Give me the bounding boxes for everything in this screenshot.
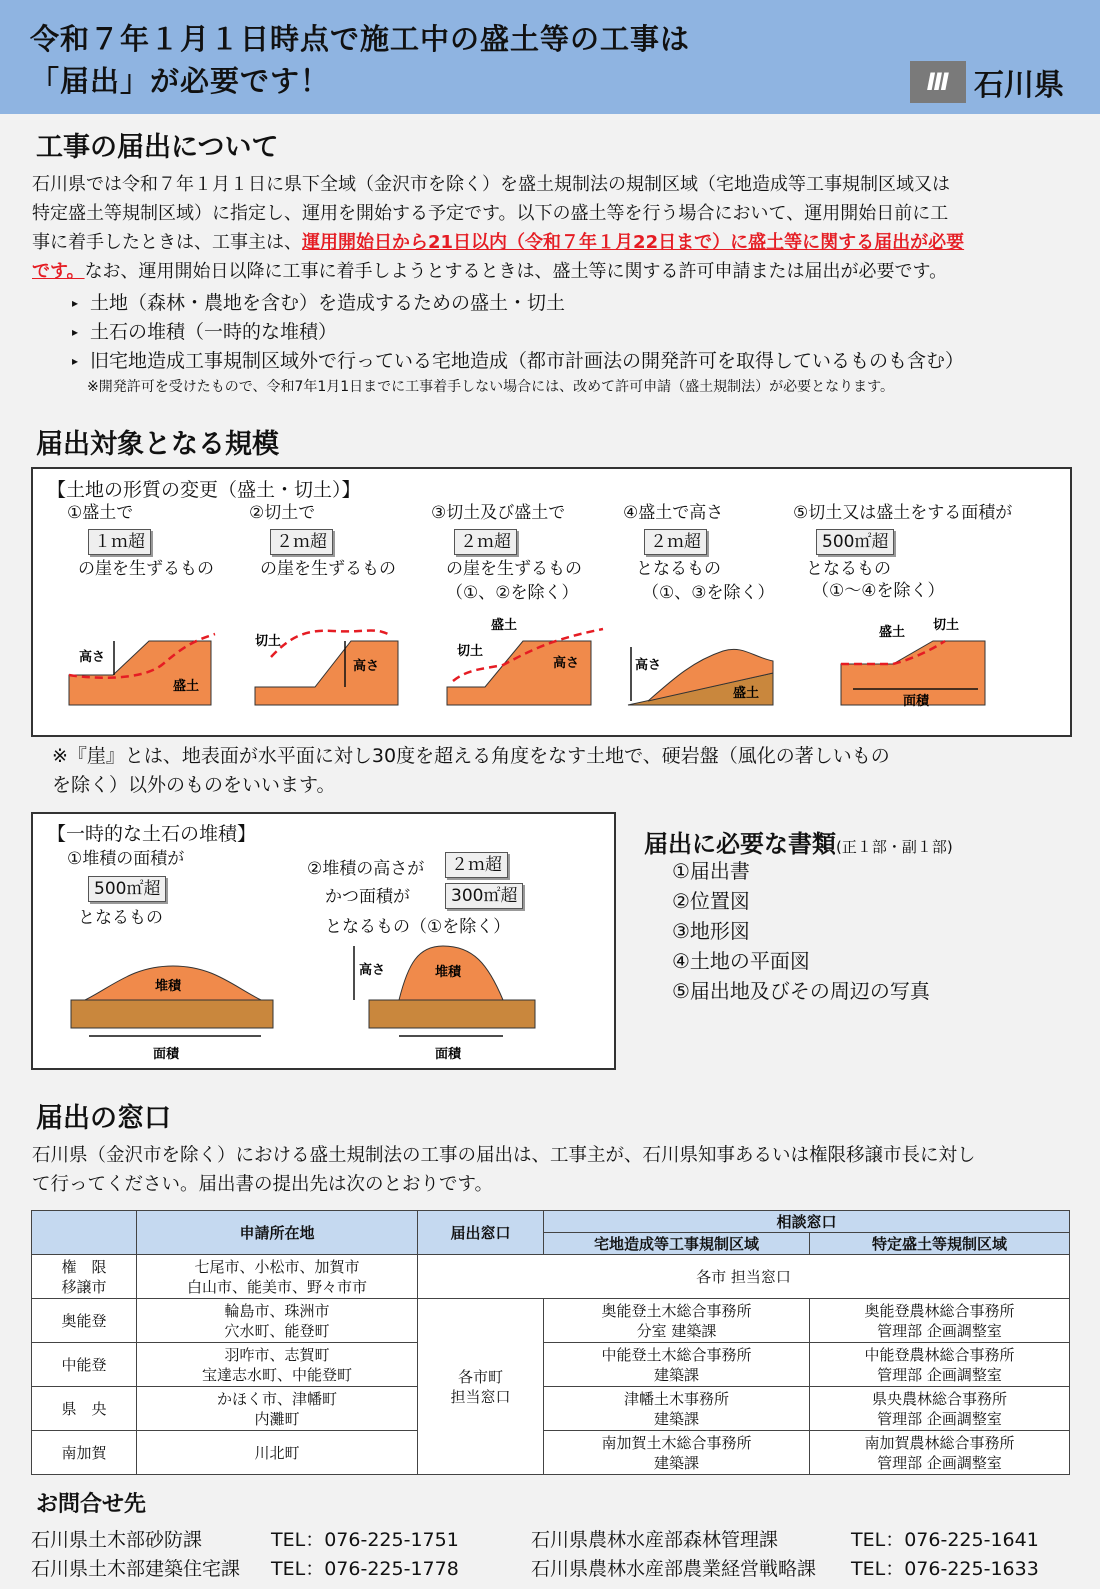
label-area: 面積 [153, 1047, 180, 1062]
list-item: ▸ 土石の堆積（一時的な堆積） [72, 318, 964, 347]
label-height: 高さ [359, 963, 386, 978]
label-height: 高さ [353, 659, 380, 674]
table-row: 県 央 かほく市、津幡町 内灘町 津幡土木事務所 建築課 県央農林総合事務所 管理部 企画調整室 [32, 1387, 1070, 1431]
contact-list [31, 1526, 1081, 1584]
threshold-tag: ２ｍ超 [270, 529, 333, 555]
diagram-cut-and-fill [447, 617, 603, 705]
land-change-box: 【土地の形質の変更（盛土・切土）】 ①盛土で １ｍ超 の崖を生ずるもの ②切土で ２ｍ超 の崖を生ずるもの ③切土及び盛土で ２ｍ超 の崖を生ずるもの （①、②を除く） ④盛土で高さ ２ｍ超 となるもの （①、③を除く） ⑤切土又は盛土をする面積が 500㎡超 となるもの （①～④を除く） 高さ 盛土 切土 高さ 切土 盛土 高さ 高さ 盛土 盛土 切土 面積 [31, 467, 1072, 737]
cross-section-diagrams [33, 469, 1066, 731]
diagram-fill-cliff [69, 634, 215, 705]
pile-diagrams [33, 814, 610, 1064]
label-pile: 堆積 [435, 965, 462, 980]
required-docs-heading: 届出に必要な書類(正１部・副１部) [644, 830, 953, 858]
list-item: ①届出書 [672, 859, 750, 883]
prefecture-emblem-icon: Ⅲ [910, 61, 966, 103]
threshold-tag: ２ｍ超 [644, 529, 707, 555]
diagram-cut-cliff [255, 630, 398, 705]
prefecture-logo [910, 60, 1064, 104]
deadline-highlight: 運用開始日から21日以内（令和７年１月22日まで）に盛土等に関する届出が必要 [302, 232, 965, 253]
window-paragraph: 石川県（金沢市を除く）における盛土規制法の工事の届出は、工事主が、石川県知事あるいは権限移譲市長に対し て行ってください。届出書の提出先は次のとおりです。 [32, 1145, 976, 1195]
target-bullet-list [72, 289, 964, 376]
table-row: 権 限 移譲市 七尾市、小松市、加賀市 白山市、能美市、野々市市 各市 担当窓口 [32, 1255, 1070, 1299]
label-height: 高さ [635, 658, 662, 673]
label-fill: 盛土 [173, 679, 200, 694]
logo-text: 石川県 [974, 68, 1064, 103]
notification-paragraph: 石川県では令和７年１月１日に県下全域（金沢市を除く）を盛土規制法の規制区域（宅地造成等工事規制区域又は 特定盛土等規制区域）に指定し、運用を開始する予定です。以下の盛土等を行う場合において、運用開始日前に工 事に着手したときは、工事主は、運用開始日から21日以内（令和７年１月22日まで）に盛土等に関する届出が必要 です。なお、運用開始日以降に工事に着手しようとするときは、盛土等に関する許可申請または届出が必要です。 [32, 174, 965, 282]
list-item: ▸ 土地（森林・農地を含む）を造成するための盛土・切土 [72, 289, 964, 318]
threshold-tag: ２ｍ超 [454, 529, 517, 555]
table-row: 奥能登 輪島市、珠洲市 穴水町、能登町 各市町 担当窓口 奥能登土木総合事務所 分室 建築課 奥能登農林総合事務所 管理部 企画調整室 [32, 1299, 1070, 1343]
label-fill: 盛土 [733, 686, 760, 701]
diagram-fill-height [628, 647, 773, 705]
label-fill: 盛土 [491, 618, 518, 633]
application-window-table: 申請所在地 届出窓口 相談窓口 宅地造成等工事規制区域 特定盛土等規制区域 権 限 移譲市 七尾市、小松市、加賀市 白山市、能美市、野々市市 各市 担当窓口 奥能登 輪島市、珠洲市 穴水町、能登町 各市町 担当窓口 奥能登土木総合事務所 分室 建築課 奥能登農林総合事務所 管理部 企画調整室 中能登 羽咋市、志賀町 宝達志水町、中能登町 中能登土木総合事務所 建築課 中能登農林総合事務所 管理部 企画調整室 県 央 かほく市、津幡町 内灘町 津幡土木事務所 建築課 県央農林総合事務所 管理部 企画調整室 南加賀 川北町 南加賀土木総合事務所 建築課 南加賀農林総合事務所 管理部 企画調整室 [31, 1210, 1070, 1475]
cliff-definition-note: ※『崖』とは、地表面が水平面に対し30度を超える角度をなす土地で、硬岩盤（風化の著しいもの を除く）以外のものをいいます。 [52, 745, 890, 796]
list-item: ▸ 旧宅地造成工事規制区域外で行っている宅地造成（都市計画法の開発許可を取得しているものも含む） [72, 347, 964, 376]
table-row: 南加賀 川北町 南加賀土木総合事務所 建築課 南加賀農林総合事務所 管理部 企画調整室 [32, 1431, 1070, 1475]
list-item: ③地形図 [672, 919, 750, 943]
section-heading-notification: 工事の届出について [36, 132, 279, 163]
label-fill: 盛土 [879, 625, 906, 640]
list-item: 石川県土木部建築住宅課 TEL：076-225-1778 石川県農林水産部農業経営戦略課 TEL：076-225-1633 [31, 1558, 1039, 1580]
permit-note: ※開発許可を受けたもので、令和7年1月1日までに工事着手しない場合には、改めて許可申請（盛土規制法）が必要となります。 [87, 379, 895, 395]
threshold-tag: 500㎡超 [816, 529, 894, 555]
table-row: 中能登 羽咋市、志賀町 宝達志水町、中能登町 中能登土木総合事務所 建築課 中能登農林総合事務所 管理部 企画調整室 [32, 1343, 1070, 1387]
threshold-tag: 500㎡超 [88, 876, 166, 902]
label-height: 高さ [79, 650, 106, 665]
label-cut: 切土 [457, 644, 484, 659]
label-cut: 切土 [933, 618, 960, 633]
threshold-tag: ２ｍ超 [445, 852, 508, 878]
list-item: ⑤届出地及びその周辺の写真 [672, 979, 930, 1003]
threshold-tag: １ｍ超 [88, 529, 151, 555]
diagram-area [841, 617, 985, 709]
label-height: 高さ [553, 656, 580, 671]
label-pile: 堆積 [155, 979, 182, 994]
list-item: ②位置図 [672, 889, 750, 913]
required-docs-list [672, 856, 930, 1006]
section-heading-scale: 届出対象となる規模 [36, 429, 279, 460]
label-area: 面積 [903, 694, 930, 709]
header-banner [0, 0, 1100, 114]
box-label: 【一時的な土石の堆積】 [47, 823, 257, 845]
pile-diagram-height [354, 946, 535, 1062]
section-heading-window: 届出の窓口 [36, 1103, 171, 1134]
pile-diagram-area [71, 966, 273, 1062]
contact-heading: お問合せ先 [36, 1492, 147, 1517]
page-title: 令和７年１月１日時点で施工中の盛土等の工事は 「届出」が必要です！ [30, 22, 691, 98]
list-item: ④土地の平面図 [672, 949, 810, 973]
temporary-pile-box: 【一時的な土石の堆積】 ①堆積の面積が 500㎡超 となるもの ②堆積の高さが ２ｍ超 かつ面積が 300㎡超 となるもの（①を除く） 堆積 面積 堆積 高さ 面積 [31, 812, 616, 1070]
list-item: 石川県土木部砂防課 TEL：076-225-1751 石川県農林水産部森林管理課 TEL：076-225-1641 [31, 1529, 1039, 1551]
label-area: 面積 [435, 1047, 462, 1062]
threshold-tag: 300㎡超 [445, 883, 523, 909]
label-cut: 切土 [255, 634, 282, 649]
box-label: 【土地の形質の変更（盛土・切土）】 [47, 479, 361, 501]
